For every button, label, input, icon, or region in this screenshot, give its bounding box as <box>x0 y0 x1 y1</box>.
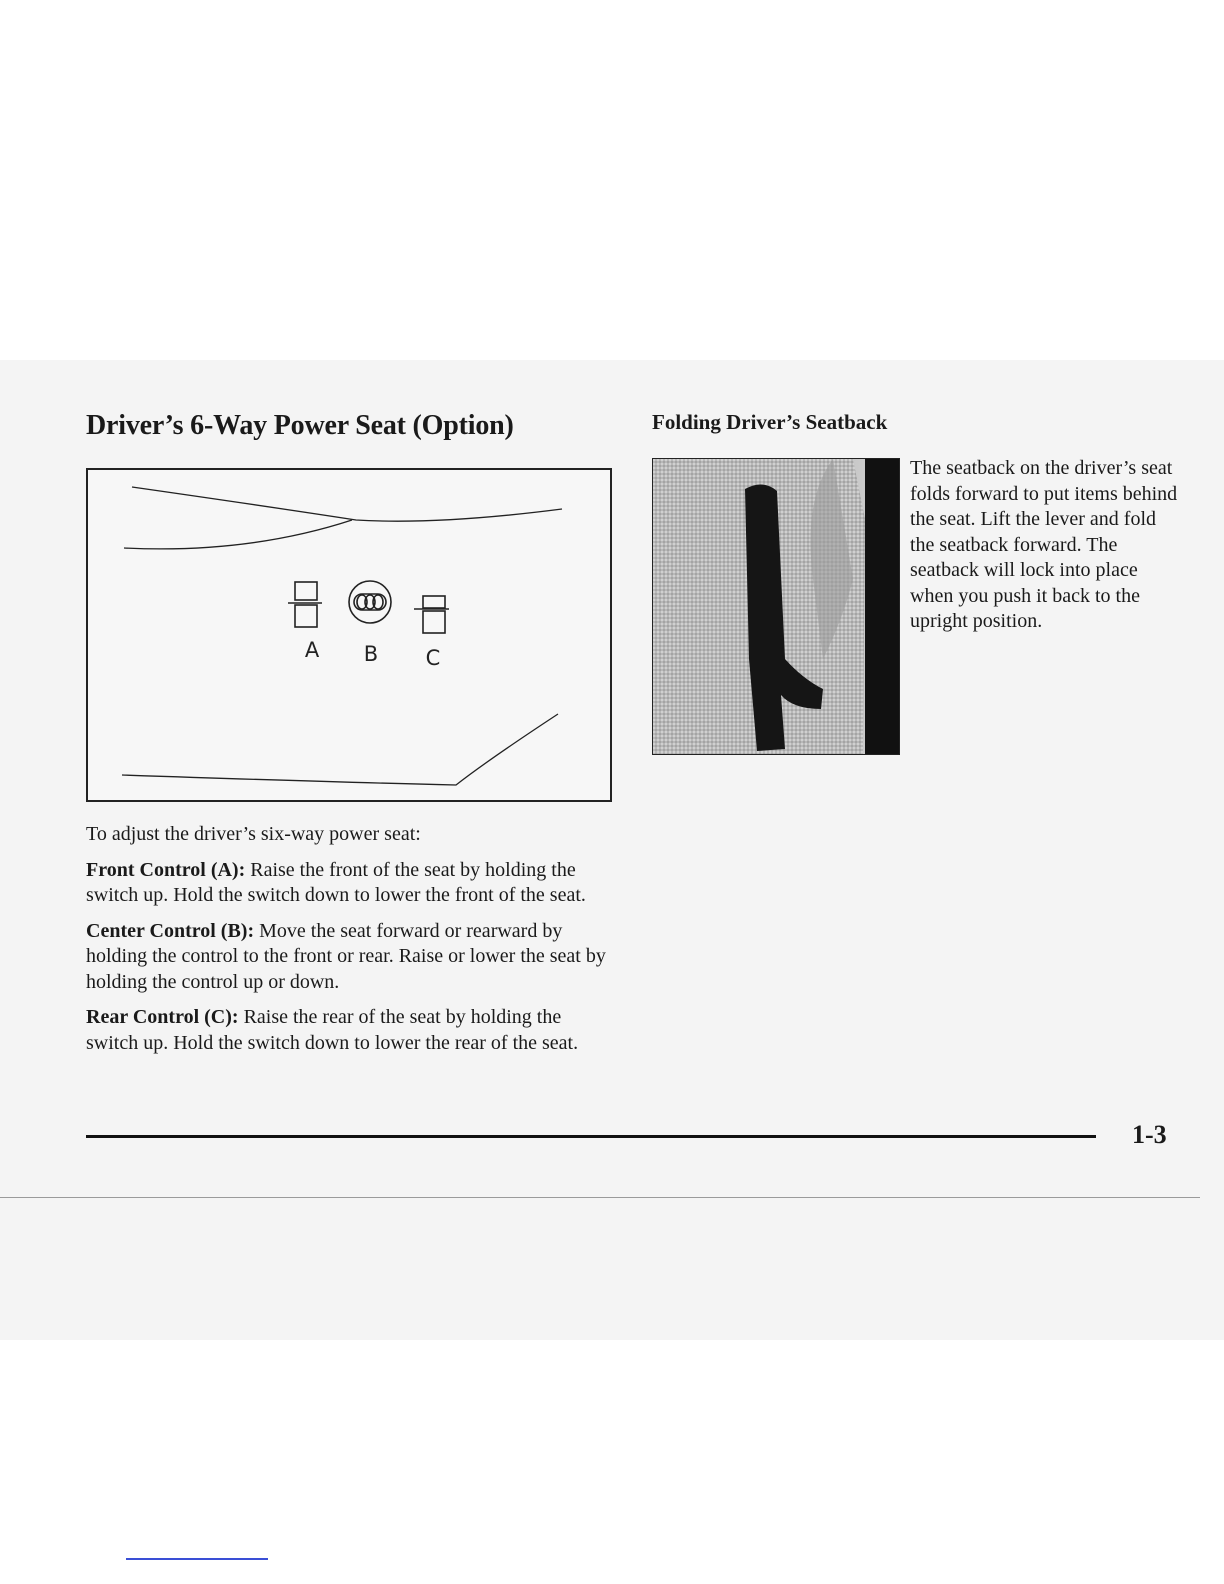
label-front-control: A <box>304 638 320 662</box>
power-seat-heading: Driver’s 6-Way Power Seat (Option) <box>86 410 514 441</box>
label-center-control: B <box>363 642 379 666</box>
folding-seatback-heading: Folding Driver’s Seatback <box>652 410 888 434</box>
front-control-text: Raise the front of the seat by holding the switch up. Hold the switch down to lower the front of the seat. <box>86 858 586 906</box>
center-control-label: Center Control (B): <box>86 919 255 942</box>
intro-text: To adjust the driver’s six-way power seat: <box>86 823 421 845</box>
power-seat-controls-diagram <box>86 468 612 802</box>
page-number: 1-3 <box>1132 1120 1167 1149</box>
footer-rule <box>86 1135 1096 1138</box>
footer-link-underline[interactable] <box>126 1558 268 1560</box>
rear-control-label: Rear Control (C): <box>86 1006 239 1028</box>
label-rear-control: C <box>425 646 441 670</box>
folding-seatback-text: The seatback on the driver’s seat folds forward to put items behind the seat. Lift the lever and fold the seatback forward. The seatback will lock into place when you push it back to the upright position. <box>910 457 1178 632</box>
seat-outline-bottom <box>122 714 558 785</box>
front-control-paragraph <box>86 858 616 909</box>
seatback-lever-illustration <box>653 459 899 754</box>
seat-controls-illustration <box>88 470 610 800</box>
seatback-lever-photo <box>652 458 900 755</box>
power-seat-instructions <box>86 822 616 1066</box>
front-control-label: Front Control (A): <box>86 858 246 881</box>
front-control-switch-icon <box>288 582 322 627</box>
rear-control-switch-icon <box>414 596 449 633</box>
rear-control-paragraph <box>86 1005 616 1056</box>
dark-edge <box>865 459 899 754</box>
center-control-text: Move the seat forward or rearward by holding the control to the front or rear. Raise or lower the seat by holding the control up or down. <box>86 919 606 993</box>
rear-control-text: Raise the rear of the seat by holding the switch up. Hold the switch down to lower the rear of the seat. <box>86 1006 579 1054</box>
center-control-knob-icon <box>349 581 391 623</box>
seat-outline-upper <box>132 487 562 521</box>
center-control-paragraph <box>86 919 616 996</box>
seat-outline-lower <box>124 520 352 549</box>
page-edge-line <box>0 1197 1200 1198</box>
